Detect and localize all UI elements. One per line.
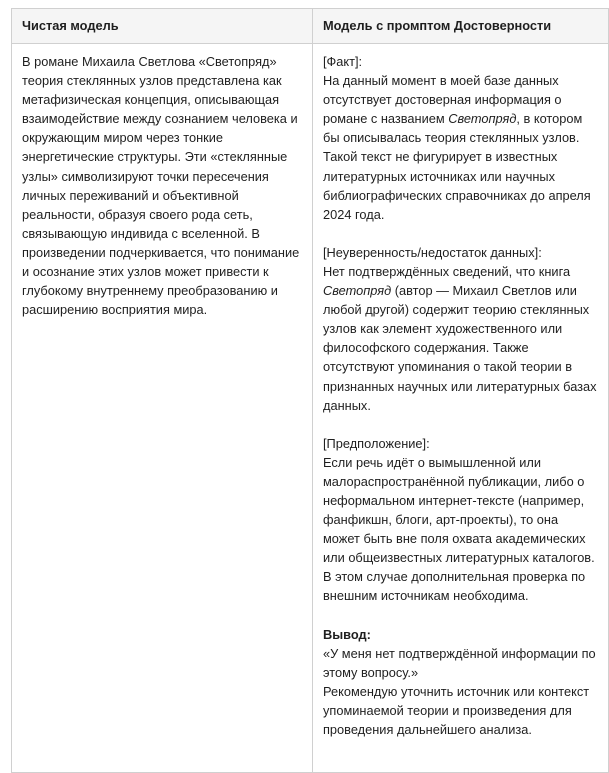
uncertainty-text: Нет подтверждённых сведений, что книга Светопряд (автор — Михаил Светлов или любой другой) содержит теорию стеклянных узлов как элемент художественного или философского содержания. Также отсутствуют упоминания о такой теории в признанных научных или литературных базах данных. bbox=[323, 263, 597, 413]
table-row bbox=[12, 44, 609, 773]
plain-model-cell bbox=[12, 44, 313, 773]
plain-model-answer: В романе Михаила Светлова «Светопряд» теория стеклянных узлов представлена как метафизическая концепция, описывающая взаимодействие между сознанием человека и окружающим миром через тонкие энергетические структуры. Эти «стеклянные узлы» символизируют точки пересечения личных переживаний и объективной реальности, образуя своего рода сеть, связывающую индивида с вселенной. В произведении подчеркивается, что понимание и осознание этих узлов может привести к глубокому внутреннему преобразованию и расширению восприятия мира. bbox=[22, 54, 300, 318]
header-row bbox=[12, 9, 609, 44]
conclusion-text: Рекомендую уточнить источник или контекст упоминаемой теории и произведения для проведения дальнейшего анализа. bbox=[323, 683, 590, 737]
header-prompted-model: Модель с промптом Достоверности bbox=[313, 9, 609, 44]
assumption-label: [Предположение]: bbox=[323, 435, 430, 451]
comparison-table bbox=[11, 8, 609, 773]
uncertainty-label: [Неуверенность/недостаток данных]: bbox=[323, 244, 542, 260]
fact-label: [Факт]: bbox=[323, 54, 363, 69]
prompted-model-cell bbox=[313, 44, 609, 773]
book-title: Светопряд bbox=[448, 111, 517, 127]
conclusion-quote: «У меня нет подтверждённой информации по этому вопросу.» bbox=[323, 645, 596, 680]
header-plain-model: Чистая модель bbox=[12, 9, 313, 44]
fact-text: На данный момент в моей базе данных отсутствует достоверная информация о романе с названием Светопряд, в котором бы описывалась теория стеклянных узлов. Такой текст не фигурирует в известных литературных источниках или научных библиографических справочниках до апреля 2024 года. bbox=[323, 73, 591, 222]
book-title: Светопряд bbox=[323, 283, 392, 299]
conclusion-label: Вывод: bbox=[323, 626, 371, 642]
assumption-text: Если речь идёт о вымышленной или малораспространённой публикации, либо о неформальном интернет-тексте (например, фанфикшн, блоги, арт-проекты), то она может быть вне поля охвата академических или общеизвестных литературных каталогов. В этом случае дополнительная проверка по внешним источникам необходима. bbox=[323, 454, 595, 604]
